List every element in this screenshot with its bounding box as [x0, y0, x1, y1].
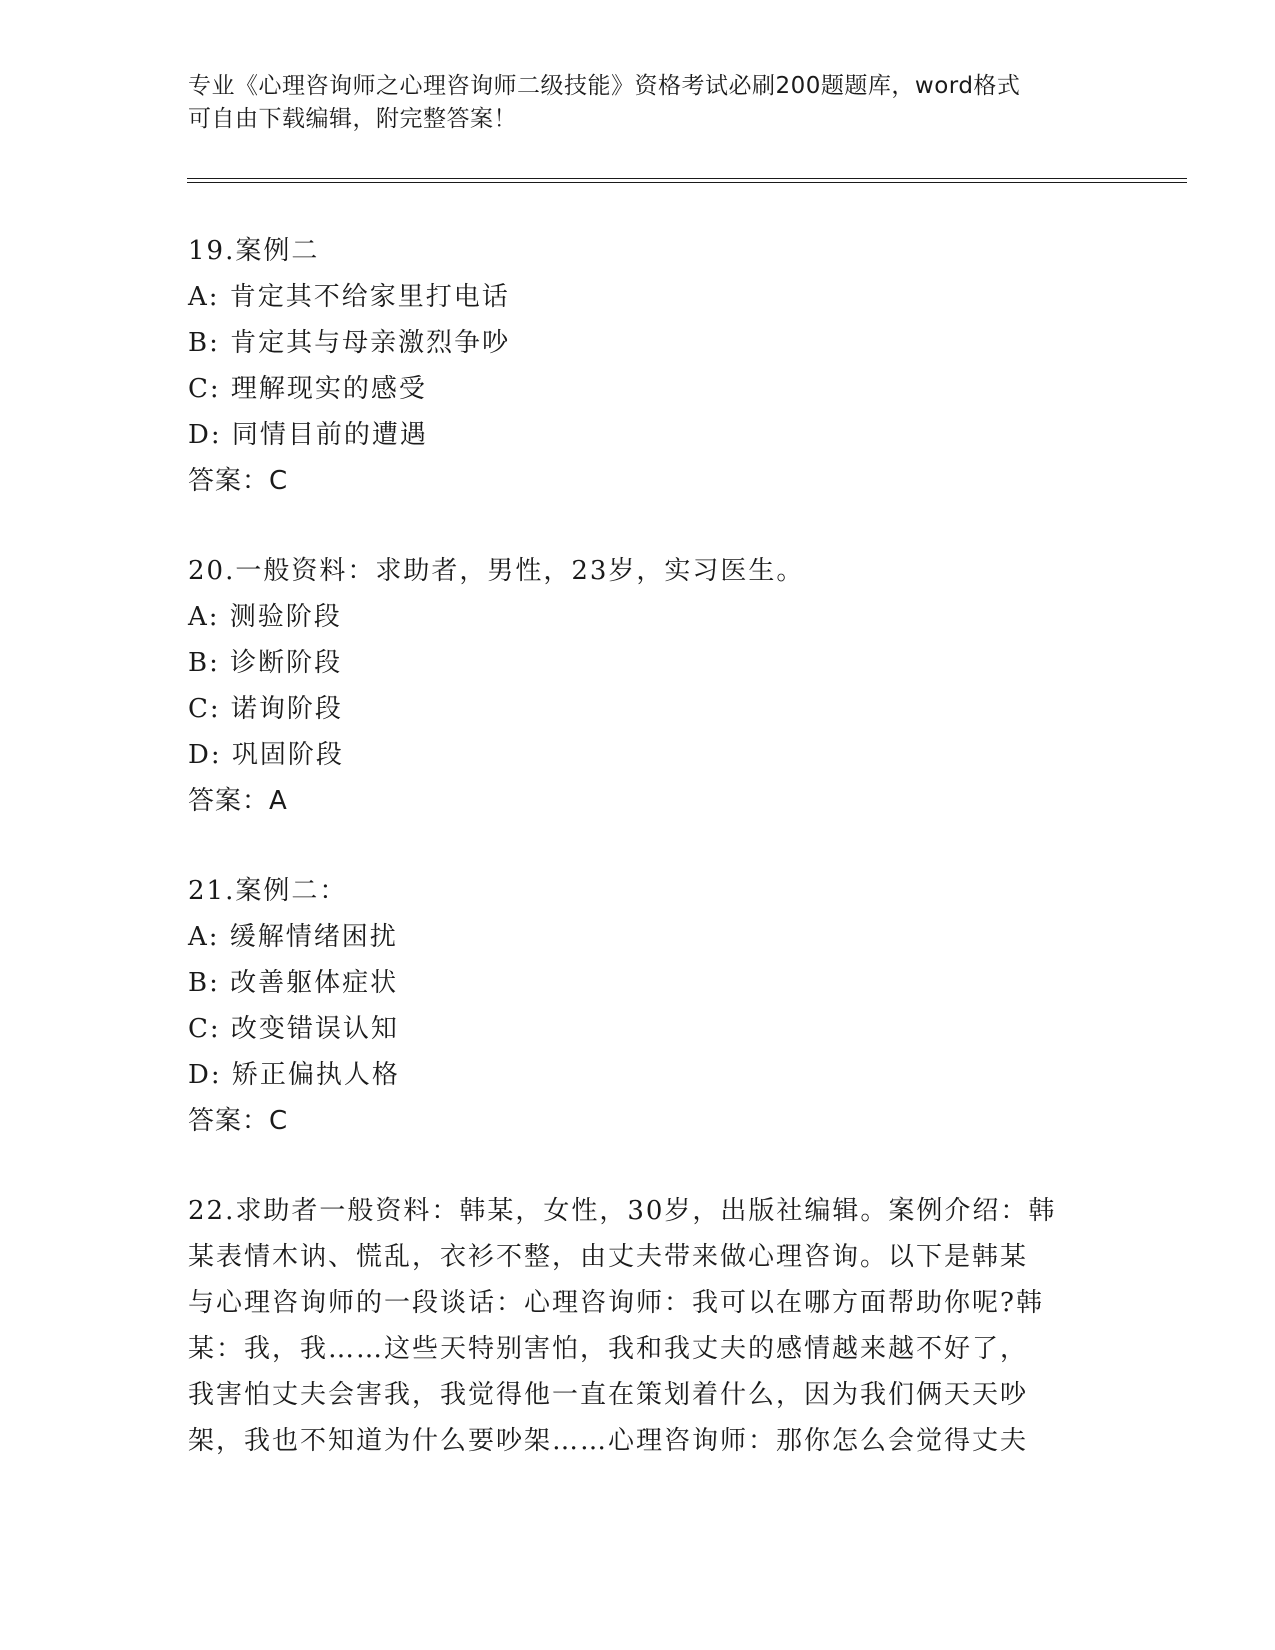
option-b: B: 改善躯体症状	[188, 968, 399, 998]
answer: 答案：C	[188, 1106, 289, 1136]
question-stem: 21.案例二：	[188, 876, 348, 906]
question-stem: 20.一般资料：求助者，男性，23岁，实习医生。	[188, 556, 805, 586]
answer: 答案：C	[188, 466, 289, 496]
question-19	[188, 228, 1088, 504]
paragraph-line: 与心理咨询师的一段谈话：心理咨询师：我可以在哪方面帮助你呢?韩	[188, 1288, 1044, 1318]
header-line-1: 专业《心理咨询师之心理咨询师二级技能》资格考试必刷200题题库，word格式	[188, 73, 1021, 99]
option-c: C: 诺询阶段	[188, 694, 343, 724]
paragraph-line: 架，我也不知道为什么要吵架……心理咨询师：那你怎么会觉得丈夫	[188, 1426, 1029, 1456]
option-d: D: 巩固阶段	[188, 740, 344, 770]
header-divider-bottom	[187, 182, 1187, 183]
option-b: B: 肯定其与母亲激烈争吵	[188, 328, 511, 358]
option-d: D: 矫正偏执人格	[188, 1060, 400, 1090]
option-b: B: 诊断阶段	[188, 648, 343, 678]
option-c: C: 改变错误认知	[188, 1014, 399, 1044]
header-divider-top	[187, 178, 1187, 179]
question-stem: 19.案例二	[188, 236, 320, 266]
option-a: A: 缓解情绪困扰	[188, 922, 398, 952]
question-22	[188, 1188, 1088, 1464]
paragraph-line: 我害怕丈夫会害我，我觉得他一直在策划着什么，因为我们俩天天吵	[188, 1380, 1029, 1410]
document-header	[188, 70, 1068, 136]
option-a: A: 测验阶段	[188, 602, 342, 632]
option-c: C: 理解现实的感受	[188, 374, 427, 404]
option-d: D: 同情目前的遭遇	[188, 420, 428, 450]
question-20	[188, 548, 1088, 824]
paragraph-line: 22.求助者一般资料：韩某，女性，30岁，出版社编辑。案例介绍：韩	[188, 1196, 1057, 1226]
paragraph-line: 某表情木讷、慌乱，衣衫不整，由丈夫带来做心理咨询。以下是韩某	[188, 1242, 1029, 1272]
question-21	[188, 868, 1088, 1144]
header-line-2: 可自由下载编辑，附完整答案！	[188, 106, 517, 132]
answer: 答案：A	[188, 786, 288, 816]
option-a: A: 肯定其不给家里打电话	[188, 282, 510, 312]
paragraph-line: 某：我，我……这些天特别害怕，我和我丈夫的感情越来越不好了，	[188, 1334, 1029, 1364]
